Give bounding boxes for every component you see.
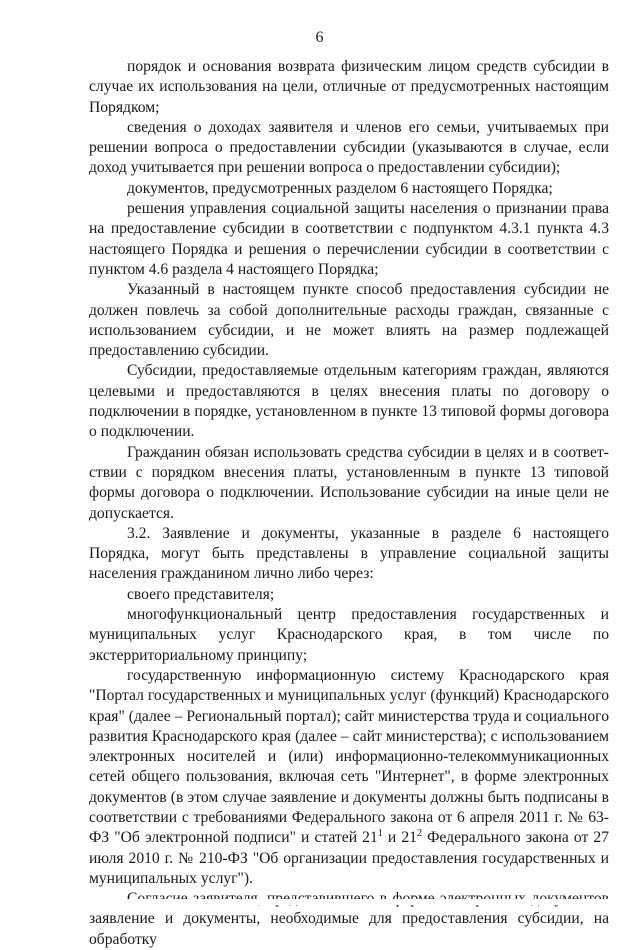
paragraph-documents: документов, предусмотренных разделом 6 настоящего Порядка;	[127, 179, 553, 197]
paragraph-regional-portal	[89, 666, 609, 889]
portal-text-part-3: Федерального закона от 27 июля 2010 г. № 210-ФЗ "Об организации предоставления государственных и муниципальных услуг").	[89, 829, 609, 887]
document-body	[89, 57, 609, 950]
superscript-2: 2	[416, 828, 422, 840]
paragraph-no-extra-costs: Указанный в настоящем пункте способ предоставления субсидии не должен повлечь за собой дополнительные расходы граждан, связанные с использованием субсидии, и не может влиять на размер подлежащей предоставлению субсидии.	[89, 281, 609, 360]
paragraph-section-3-2: 3.2. Заявление и документы, указанные в разделе 6 настоящего Порядка, могут быть представлены в управление социальной защиты населения гражданином лично либо через:	[89, 524, 609, 583]
portal-text-part-1: государственную информационную систему Краснодарского края "Портал государственных и муниципальных услуг (функций) Краснодарского края" (далее – Региональный портал); сайт министерства труда и социального развития Краснодарского края (далее – сайт министерства); с использованием электронных носителей и (или) информационно-телекоммуникационных сетей общего пользования, включая сеть "Интернет", в форме электронных документов (в этом случае заявление и документы должны быть подписаны в соответствии с требованиями Федерального закона от 6 апреля 2011 г. № 63-ФЗ "Об электронной подписи" и статей 21	[89, 666, 609, 847]
paragraph-applicant-consent: заявление и документы, необходимые для предоставления субсидии, на обработку	[89, 910, 609, 948]
page-bottom-edge	[0, 899, 639, 905]
portal-text-part-2: и 21	[382, 829, 417, 847]
paragraph-representative: своего представителя;	[127, 585, 275, 603]
paragraph-targeted-subsidy: Субсидии, предоставляемые отдельным категориям граждан, являются целевыми и предоставляются в целях внесения платы по договору о подключении в порядке, установленном в пункте 13 типовой формы договора о подключении.	[89, 362, 609, 441]
paragraph-refund-procedure: порядок и основания возврата физическим лицом средств субсидии в случае их использования на цели, отличные от предусмотренных настоящим Порядком;	[89, 58, 609, 116]
paragraph-income-info: сведения о доходах заявителя и членов его семьи, учитываемых при решении вопроса о предоставлении субсидии (указываются в случае, если доход учитывается при решении вопроса о предоставлении субсидии);	[89, 118, 609, 177]
superscript-1: 1	[377, 828, 383, 840]
paragraph-mfc: многофункциональный центр предоставления государственных и муниципальных услуг Краснодарского края, в том числе по экстерриториальному принципу;	[89, 606, 609, 664]
page-number: 6	[315, 29, 324, 46]
paragraph-decisions: решения управления социальной защиты населения о признании права на предоставление субсидии в соответствии с подпунктом 4.3.1 пункта 4.3 настоящего Порядка и решения о перечислении субсидии в соответствии с пунктом 4.6 раздела 4 настоящего Порядка;	[89, 200, 609, 278]
paragraph-citizen-obligation: Гражданин обязан использовать средства субсидии в целях и в соответствии с порядком внесения платы, установленным в пункте 13 типовой формы договора о подключении. Использование субсидии на иные цели не допускается.	[89, 443, 609, 522]
